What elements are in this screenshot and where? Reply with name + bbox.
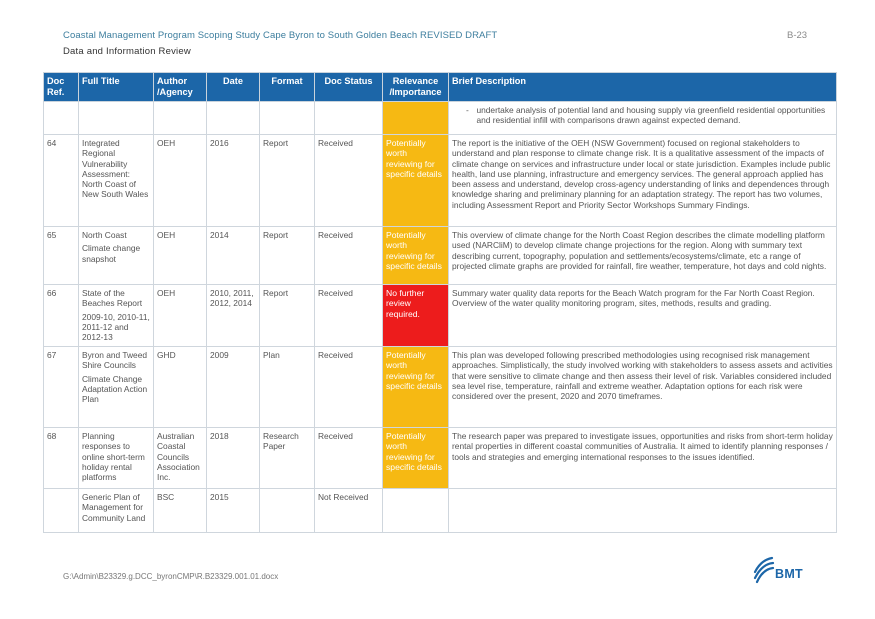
format-cell: Plan	[260, 347, 315, 428]
date-cell: 2015	[207, 489, 260, 533]
description-cell	[449, 102, 837, 135]
page-number: B-23	[787, 30, 808, 41]
full-title-cell: Planning responses to online short-term holiday rental platforms	[79, 428, 154, 489]
status-cell: Received	[315, 227, 383, 285]
doc-ref-cell: 64	[44, 135, 79, 227]
format-cell: Report	[260, 135, 315, 227]
title-line: Byron and Tweed Shire Councils	[82, 350, 148, 371]
full-title-cell: Generic Plan of Management for Community Land	[79, 489, 154, 533]
relevance-cell: Potentially worth reviewing for specific details	[383, 347, 449, 428]
description-cell: The research paper was prepared to investigate issues, opportunities and risks from short-term holiday rental properties in different coastal communities of Australia. It aimed to identify planning responses / tools and strategies and emerging international responses to the issues identified.	[449, 428, 837, 489]
table-row	[44, 489, 837, 533]
author-cell: OEH	[154, 135, 207, 227]
doc-ref-cell: 68	[44, 428, 79, 489]
description-cell: This overview of climate change for the North Coast Region describes the climate modelling platform used (NARCliM) to develop climate change projections for the region. Along with summary text describing current, topography, population and settlements/ecosystems/climate, etc a range of projected climate graphs are provided for rainfall, fire weather, temperature, hot days and cold nights.	[449, 227, 837, 285]
document-header-title: Coastal Management Program Scoping Study Cape Byron to South Golden Beach REVISED DRAFT	[63, 30, 498, 41]
description-cell: This plan was developed following prescribed methodologies using recognised risk management approaches. Simplistically, the study involved working with stakeholders to assess assets and activities that were sensitive to climate change and then assess their level of risk. Variables considered included sea level rise, temperature, rainfall and extreme weather. Adaptation options for each risk were considered over the present, 2020 and 2070 timeframes.	[449, 347, 837, 428]
status-cell: Received	[315, 347, 383, 428]
table-header-row	[44, 73, 837, 102]
date-cell: 2018	[207, 428, 260, 489]
col-header-full-title: Full Title	[79, 73, 154, 102]
format-cell	[260, 489, 315, 533]
format-cell: Report	[260, 227, 315, 285]
author-cell: OEH	[154, 285, 207, 347]
col-header-relevance: Relevance /Importance	[383, 73, 449, 102]
relevance-cell: Potentially worth reviewing for specific details	[383, 227, 449, 285]
col-header-author: Author /Agency	[154, 73, 207, 102]
full-title-cell: Integrated Regional Vulnerability Assessment: North Coast of New South Wales	[79, 135, 154, 227]
col-header-brief-description: Brief Description	[449, 73, 837, 102]
col-header-format: Format	[260, 73, 315, 102]
relevance-cell	[383, 489, 449, 533]
doc-ref-cell: 65	[44, 227, 79, 285]
col-header-doc-status: Doc Status	[315, 73, 383, 102]
date-cell: 2014	[207, 227, 260, 285]
relevance-cell: No further review required.	[383, 285, 449, 347]
author-cell: GHD	[154, 347, 207, 428]
data-review-table	[43, 72, 837, 533]
relevance-cell: Potentially worth reviewing for specific details	[383, 135, 449, 227]
title-line: Climate Change Adaptation Action Plan	[82, 373, 148, 405]
status-cell: Received	[315, 428, 383, 489]
format-cell: Research Paper	[260, 428, 315, 489]
doc-ref-cell: 67	[44, 347, 79, 428]
table-row	[44, 428, 837, 489]
author-cell: OEH	[154, 227, 207, 285]
date-cell: 2010, 2011, 2012, 2014	[207, 285, 260, 347]
doc-ref-cell: 66	[44, 285, 79, 347]
title-line: State of the Beaches Report	[82, 288, 143, 309]
col-header-date: Date	[207, 73, 260, 102]
author-cell: Australian Coastal Councils Association Inc.	[154, 428, 207, 489]
footer-file-path: G:\Admin\B23329.g.DCC_byronCMP\R.B23329.001.01.docx	[63, 572, 279, 581]
table-row	[44, 227, 837, 285]
section-subtitle: Data and Information Review	[63, 46, 191, 57]
logo-text: BMT	[775, 567, 803, 581]
continuation-text: undertake analysis of potential land and housing supply via greenfield residential opportunities and residential infill with comparisons drawn against expected demand.	[476, 105, 826, 126]
table-row	[44, 347, 837, 428]
dash-bullet: -	[466, 105, 469, 115]
title-line: North Coast	[82, 230, 127, 240]
date-cell: 2009	[207, 347, 260, 428]
title-line: 2009-10, 2010-11, 2011-12 and 2012-13	[82, 311, 150, 343]
status-cell: Not Received	[315, 489, 383, 533]
date-cell: 2016	[207, 135, 260, 227]
format-cell: Report	[260, 285, 315, 347]
author-cell: BSC	[154, 489, 207, 533]
relevance-cell: Potentially worth reviewing for specific details	[383, 428, 449, 489]
full-title-cell	[79, 227, 154, 285]
doc-ref-cell	[44, 489, 79, 533]
title-line: Climate change snapshot	[82, 243, 141, 264]
relevance-cell	[383, 102, 449, 135]
description-cell: The report is the initiative of the OEH (NSW Government) focused on regional stakeholders to understand and plan response to climate change risk. It is a qualitative assessment of the impacts of climate change on services and infrastructure under local or state jurisdiction. Examples include public health, land use planning, infrastructure and emergency services. The general approach applied has been assess and understand, develop cross-agency understanding of links and dependences through knowledge sharing and preliminary planning for an adaptation strategy. The report has two volumes, including Assessment Report and Priority Sector Workshops Summary Findings.	[449, 135, 837, 227]
full-title-cell	[79, 285, 154, 347]
table-row-continuation	[44, 102, 837, 135]
status-cell: Received	[315, 285, 383, 347]
description-cell	[449, 489, 837, 533]
full-title-cell	[79, 347, 154, 428]
description-cell: Summary water quality data reports for the Beach Watch program for the Far North Coast Region. Overview of the water quality monitoring program, sites, methods, results and grading.	[449, 285, 837, 347]
table-row	[44, 135, 837, 227]
table-row	[44, 285, 837, 347]
col-header-doc-ref: Doc Ref.	[44, 73, 79, 102]
status-cell: Received	[315, 135, 383, 227]
